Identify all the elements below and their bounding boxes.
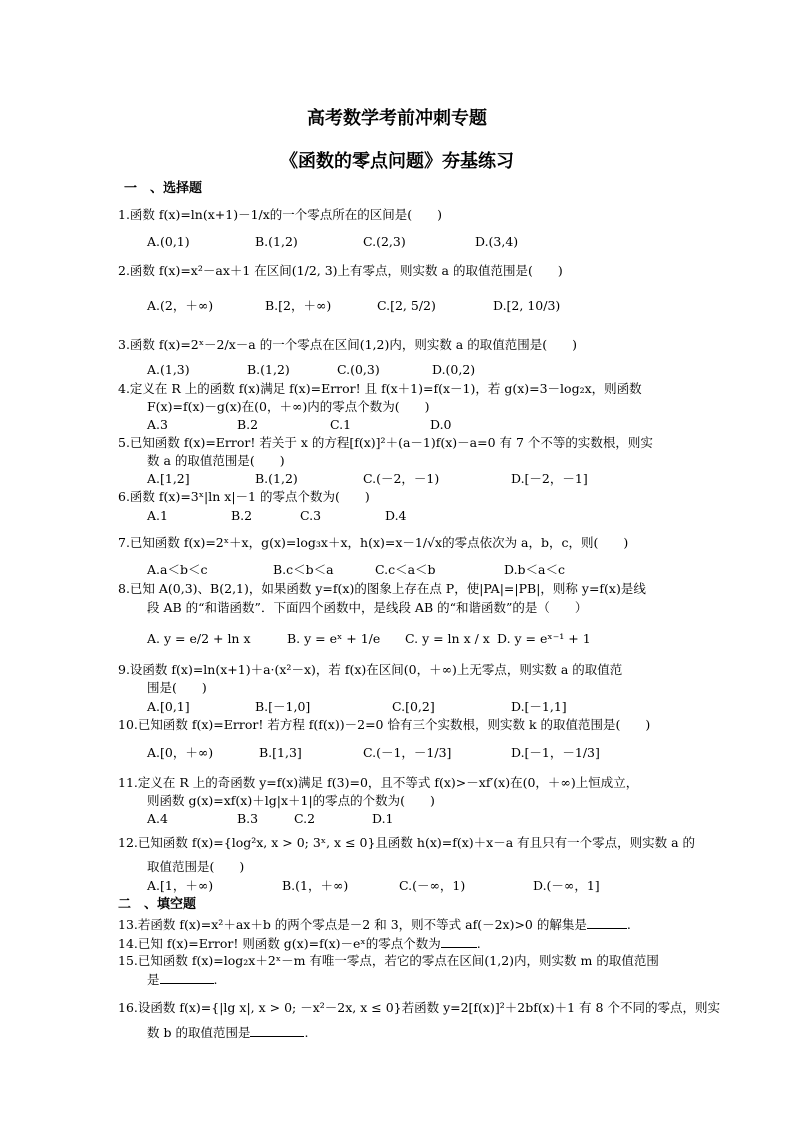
option-a: A.(1,3) [147, 362, 190, 377]
section-fill-heading: 二 、填空题 [118, 897, 197, 912]
question-8-line-2: 段 AB 的“和谐函数”．下面四个函数中，是线段 AB 的“和谐函数”的是（ ） [147, 600, 588, 615]
question-8-line-1: 8.已知 A(0,3)、B(2,1)，如果函数 y=f(x)的图象上存在点 P，使|PA|=|PB|，则称 y=f(x)是线 [118, 581, 646, 596]
option-d: D.[－1,1] [511, 699, 567, 714]
option-a: A.3 [147, 417, 168, 432]
title-sub: 《函数的零点问题》夯基练习 [280, 151, 514, 172]
question-15-line-1: 15.已知函数 f(x)=log₂x＋2ˣ－m 有唯一零点，若它的零点在区间(1,2)内，则实数 m 的取值范围 [118, 953, 659, 968]
question-13-text: 13.若函数 f(x)=x²＋ax＋b 的两个零点是－2 和 3，则不等式 af(－2x)>0 的解集是 [118, 917, 587, 932]
answer-blank [160, 971, 214, 984]
question-9-line-2: 围是( ) [147, 680, 207, 695]
option-c: C. y = ln x / x [405, 631, 490, 646]
option-c: C.[2, 5/2) [377, 298, 436, 313]
question-12-line-1: 12.已知函数 f(x)={log²x, x > 0; 3ˣ, x ≤ 0}且函数 h(x)=f(x)＋x－a 有且只有一个零点，则实数 a 的 [118, 835, 696, 850]
option-d: D. y = eˣ⁻¹ + 1 [497, 631, 591, 646]
question-13 [118, 916, 631, 933]
option-b: B.[－1,0] [255, 699, 311, 714]
question-15-text: 是 [147, 972, 160, 987]
answer-blank [587, 916, 627, 929]
option-c: C.[0,2] [392, 699, 435, 714]
title-main: 高考数学考前冲刺专题 [307, 108, 487, 129]
option-b: B.3 [237, 811, 259, 826]
question-2: 2.函数 f(x)=x²－ax＋1 在区间(1/2, 3)上有零点，则实数 a 的取值范围是( ) [118, 263, 563, 278]
option-c: C.(－2，－1) [363, 471, 440, 486]
option-a: A.a＜b＜c [147, 562, 208, 577]
option-b: B.[2，＋∞) [265, 298, 332, 313]
option-a: A.(0,1) [147, 234, 190, 249]
question-16-end: . [304, 1025, 309, 1040]
option-d: D.[－2，－1] [511, 471, 588, 486]
option-c: C.2 [294, 811, 316, 826]
option-b: B.c＜b＜a [273, 562, 334, 577]
option-c: C.(－1，－1/3] [363, 745, 452, 760]
option-d: D.4 [385, 508, 407, 523]
option-a: A.(2，＋∞) [147, 298, 214, 313]
question-13-end: . [626, 917, 631, 932]
question-11-line-1: 11.定义在 R 上的奇函数 y=f(x)满足 f(3)=0，且不等式 f(x)>－xf′(x)在(0，＋∞)上恒成立， [118, 775, 639, 790]
option-a: A.[0，＋∞) [147, 745, 214, 760]
option-b: B. y = eˣ + 1/e [287, 631, 381, 646]
option-c: C.(0,3) [337, 362, 380, 377]
question-14 [118, 935, 481, 952]
option-b: B.(1,2) [255, 234, 298, 249]
option-c: C.(2,3) [363, 234, 406, 249]
question-10: 10.已知函数 f(x)=Error! 若方程 f(f(x))－2=0 恰有三个实数根，则实数 k 的取值范围是( ) [118, 717, 651, 732]
question-16-line-2 [147, 1024, 308, 1041]
question-11-line-2: 则函数 g(x)=xf(x)＋lg|x＋1|的零点的个数为( ) [147, 793, 435, 808]
option-b: B.(1，＋∞) [282, 878, 349, 893]
option-c: C.c＜a＜b [375, 562, 436, 577]
question-14-end: . [476, 936, 481, 951]
question-1: 1.函数 f(x)=ln(x+1)－1/x的一个零点所在的区间是( ) [118, 207, 443, 222]
option-a: A.1 [147, 508, 168, 523]
question-7: 7.已知函数 f(x)=2ˣ＋x，g(x)=log₃x＋x，h(x)=x－1/√x的零点依次为 a，b，c，则( ) [118, 535, 629, 550]
option-d: D.b＜a＜c [504, 562, 566, 577]
option-d: D.1 [372, 811, 394, 826]
option-b: B.2 [237, 417, 259, 432]
question-15-end: . [213, 972, 218, 987]
option-d: D.[－1，－1/3] [511, 745, 600, 760]
option-d: D.(－∞，1] [533, 878, 600, 893]
question-4-line-2: F(x)=f(x)－g(x)在(0，＋∞)内的零点个数为( ) [147, 399, 430, 414]
option-b: B.[1,3] [259, 745, 302, 760]
option-b: B.2 [231, 508, 253, 523]
question-4-line-1: 4.定义在 R 上的函数 f(x)满足 f(x)=Error! 且 f(x＋1)=f(x－1)，若 g(x)=3－log₂x，则函数 [118, 381, 642, 396]
answer-blank [441, 935, 477, 948]
option-c: C.(－∞，1) [399, 878, 466, 893]
option-c: C.3 [300, 508, 322, 523]
question-15-line-2 [147, 971, 218, 988]
section-choice-heading: 一 、选择题 [124, 181, 203, 196]
question-9-line-1: 9.设函数 f(x)=ln(x+1)＋a·(x²－x)，若 f(x)在区间(0，＋∞)上无零点，则实数 a 的取值范 [118, 662, 623, 677]
option-a: A. y = e/2 + ln x [147, 631, 251, 646]
option-a: A.[0,1] [147, 699, 190, 714]
option-d: D.(3,4) [475, 234, 519, 249]
question-5-line-1: 5.已知函数 f(x)=Error! 若关于 x 的方程[f(x)]²＋(a－1)f(x)－a=0 有 7 个不等的实数根，则实 [118, 435, 653, 450]
option-d: D.0 [430, 417, 452, 432]
question-12-line-2: 取值范围是( ) [147, 859, 245, 874]
option-a: A.4 [147, 811, 168, 826]
option-c: C.1 [330, 417, 352, 432]
option-a: A.[1，＋∞) [147, 878, 214, 893]
option-b: B.(1,2) [247, 362, 290, 377]
question-6: 6.函数 f(x)=3ˣ|ln x|－1 的零点个数为( ) [118, 489, 370, 504]
option-a: A.[1,2] [147, 471, 190, 486]
question-16-text: 数 b 的取值范围是 [147, 1025, 251, 1040]
option-d: D.[2, 10/3) [493, 298, 561, 313]
question-14-text: 14.已知 f(x)=Error! 则函数 g(x)=f(x)－eˣ的零点个数为 [118, 936, 441, 951]
question-5-line-2: 数 a 的取值范围是( ) [147, 453, 285, 468]
question-3: 3.函数 f(x)=2ˣ－2/x－a 的一个零点在区间(1,2)内，则实数 a 的取值范围是( ) [118, 337, 577, 352]
answer-blank [250, 1024, 304, 1037]
option-b: B.(1,2) [255, 471, 298, 486]
question-16-line-1: 16.设函数 f(x)={|lg x|, x > 0; －x²－2x, x ≤ 0}若函数 y=2[f(x)]²＋2bf(x)＋1 有 8 个不同的零点，则实 [118, 1000, 720, 1015]
option-d: D.(0,2) [432, 362, 476, 377]
